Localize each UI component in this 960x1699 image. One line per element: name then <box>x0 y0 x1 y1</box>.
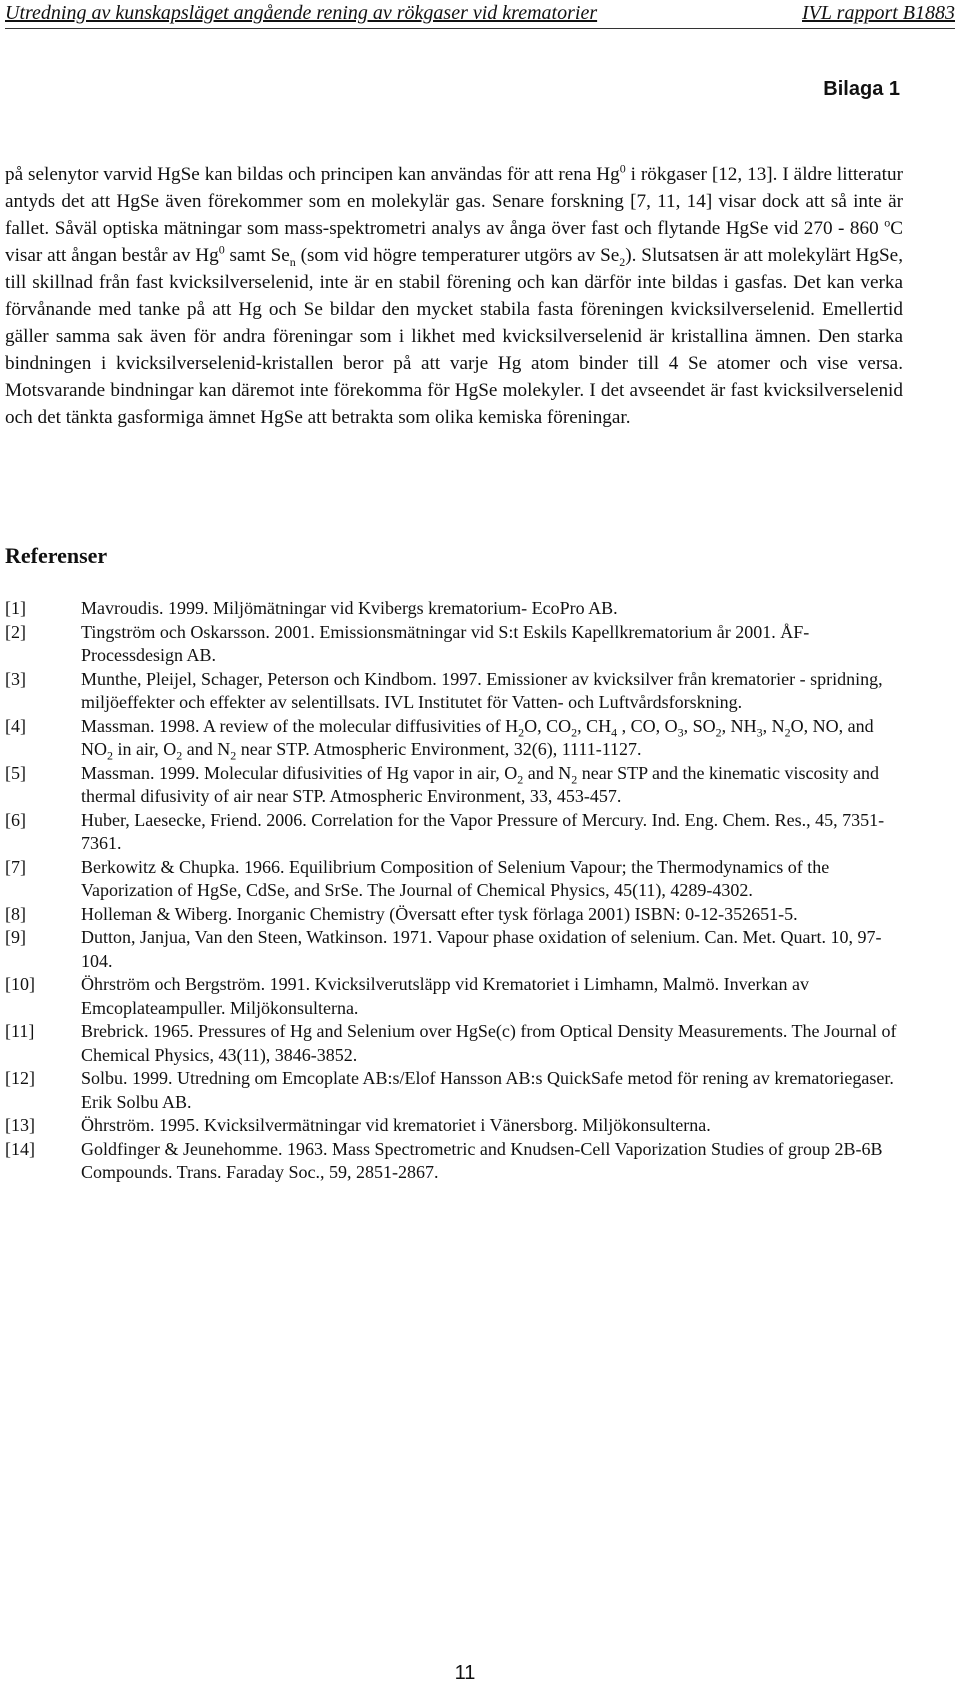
appendix-label: Bilaga 1 <box>823 78 900 100</box>
body-text-part: (som vid högre temperaturer utgörs av Se <box>295 245 620 266</box>
body-subscript: n <box>289 254 296 269</box>
reference-text-part: Massman. 1999. Molecular difusivities of Hg vapor in air, O <box>81 762 518 783</box>
reference-text: Munthe, Pleijel, Schager, Peterson och Kindbom. 1997. Emissioner av kvicksilver från krematorier - spridning, miljöeffekter och effekter av selentillsats. IVL Institutet för Vatten- och Luftvårdsforskning. <box>81 668 883 712</box>
reference-list <box>5 597 905 1185</box>
reference-item <box>5 1138 905 1185</box>
reference-number: [7] <box>5 856 26 877</box>
reference-number: [5] <box>5 762 26 783</box>
body-text-part: C visar att ångan består av Hg <box>5 218 903 266</box>
reference-text-part: in air, O <box>113 739 177 759</box>
reference-item <box>5 715 905 762</box>
reference-subscript: 2 <box>784 725 791 740</box>
reference-subscript: 2 <box>715 725 722 740</box>
page-number: 11 <box>454 1662 476 1684</box>
reference-text: Öhrström. 1995. Kvicksilvermätningar vid krematoriet i Vänersborg. Miljökonsulterna. <box>81 1115 711 1135</box>
reference-item <box>5 1067 905 1114</box>
body-paragraph <box>5 161 903 431</box>
reference-number: [12] <box>5 1068 35 1088</box>
reference-number: [6] <box>5 809 26 830</box>
reference-text-part: Massman. 1998. A review of the molecular diffusivities of H <box>81 715 519 736</box>
reference-text <box>81 762 905 809</box>
running-header-report-id: IVL rapport B1883 <box>802 2 955 24</box>
reference-text: Brebrick. 1965. Pressures of Hg and Selenium over HgSe(c) from Optical Density Measurements. The Journal of Chemical Physics, 43(11), 3846-3852. <box>81 1021 897 1065</box>
reference-number: [14] <box>5 1138 35 1159</box>
reference-item <box>5 903 905 927</box>
reference-item <box>5 668 905 715</box>
reference-number: [11] <box>5 1021 35 1041</box>
reference-text-part: , N <box>762 715 785 736</box>
reference-subscript: 2 <box>230 748 237 763</box>
reference-text: Goldfinger & Jeunehomme. 1963. Mass Spectrometric and Knudsen-Cell Vaporization Studies of group 2B-6B Compounds. Trans. Faraday Soc., 59, 2851-2867. <box>81 1138 883 1182</box>
reference-text: Tingström och Oskarsson. 2001. Emissionsmätningar vid S:t Eskils Kapellkrematorium år 2001. ÅF-Processdesign AB. <box>81 621 810 665</box>
reference-text: Öhrström och Bergström. 1991. Kvicksilverutsläpp vid Krematoriet i Limhamn, Malmö. Inverkan av Emcoplateampuller. Miljökonsulterna. <box>81 974 810 1018</box>
running-header-title: Utredning av kunskapsläget angående rening av rökgaser vid krematorier <box>5 2 598 24</box>
header-divider <box>5 28 955 29</box>
reference-text: Huber, Laesecke, Friend. 2006. Correlation for the Vapor Pressure of Mercury. Ind. Eng. Chem. Res., 45, 7351-7361. <box>81 809 885 853</box>
reference-subscript: 4 <box>611 725 618 740</box>
reference-text-part: O, CO <box>524 715 572 736</box>
reference-item <box>5 809 905 856</box>
reference-text-part: , NH <box>721 715 757 736</box>
reference-number: [2] <box>5 621 26 642</box>
reference-item <box>5 1020 905 1067</box>
body-superscript: o <box>884 215 891 230</box>
reference-text-part: , SO <box>683 715 716 736</box>
reference-text: Mavroudis. 1999. Miljömätningar vid Kvibergs krematorium- EcoPro AB. <box>81 598 618 618</box>
body-text-part: på selenytor varvid HgSe kan bildas och principen kan användas för att rena Hg <box>5 164 620 185</box>
reference-item <box>5 1114 905 1138</box>
reference-subscript: 2 <box>176 748 183 763</box>
reference-item <box>5 597 905 621</box>
reference-subscript: 3 <box>756 725 763 740</box>
reference-subscript: 2 <box>518 725 525 740</box>
reference-text: Holleman & Wiberg. Inorganic Chemistry (Översatt efter tysk förlaga 2001) ISBN: 0-12-352651-5. <box>81 903 798 924</box>
reference-text <box>81 715 905 762</box>
reference-subscript: 2 <box>517 772 524 787</box>
reference-text: Solbu. 1999. Utredning om Emcoplate AB:s/Elof Hansson AB:s QuickSafe metod för rening av krematoriegaser. Erik Solbu AB. <box>81 1068 894 1112</box>
reference-subscript: 2 <box>107 748 113 763</box>
reference-number: [1] <box>5 598 26 618</box>
reference-text-part: and N <box>182 739 231 759</box>
reference-item <box>5 621 905 668</box>
body-subscript: 2 <box>619 254 626 269</box>
body-text-part: i rökgaser [12, 13]. I äldre litteratur antyds det att HgSe även förekommer som en molekylär gas. Senare forskning [7, 11, 14] visar dock att så inte är fallet. Såväl optiska mätningar som mass-spektrometri analys av ånga över fast och flytande HgSe vid 270 - 860 <box>5 164 903 239</box>
references-heading: Referenser <box>5 543 108 568</box>
reference-item <box>5 856 905 903</box>
reference-text: Dutton, Janjua, Van den Steen, Watkinson. 1971. Vapour phase oxidation of selenium. Can. Met. Quart. 10, 97-104. <box>81 927 882 971</box>
reference-number: [10] <box>5 974 35 994</box>
reference-subscript: 2 <box>571 725 578 740</box>
reference-number: [8] <box>5 903 26 924</box>
reference-text-part: , CH <box>577 715 612 736</box>
reference-text-part: near STP. Atmospheric Environment, 32(6), 1111-1127. <box>236 739 642 759</box>
reference-text-part: near STP and the kinematic viscosity and thermal difusivity of air near STP. Atmospheric Environment, 33, 453-457. <box>81 762 879 806</box>
body-superscript: 0 <box>619 161 626 176</box>
reference-text-part: and N <box>523 762 572 783</box>
reference-number: [4] <box>5 715 26 736</box>
reference-number: [9] <box>5 927 26 947</box>
reference-number: [3] <box>5 668 26 689</box>
reference-text-part: , CO, O <box>617 715 678 736</box>
reference-item <box>5 762 905 809</box>
body-text-part: samt Se <box>224 245 290 266</box>
reference-item <box>5 973 905 1020</box>
reference-subscript: 2 <box>571 772 578 787</box>
reference-text-part: O, NO, and NO <box>81 715 874 759</box>
reference-text: Berkowitz & Chupka. 1966. Equilibrium Composition of Selenium Vapour; the Thermodynamics of the Vaporization of HgSe, CdSe, and SrSe. The Journal of Chemical Physics, 45(11), 4289-4302. <box>81 856 830 900</box>
reference-item <box>5 926 905 973</box>
reference-subscript: 3 <box>677 725 684 740</box>
body-superscript: 0 <box>218 242 225 257</box>
reference-number: [13] <box>5 1115 35 1135</box>
body-text-part: ). Slutsatsen är att molekylärt HgSe, till skillnad från fast kvicksilverselenid, inte är en stabil förening och kan därför inte bildas i gasfas. Det kan verka förvånande med tanke på att Hg och Se bildar den mycket stabila fasta föreningen kvicksilverselenid. Emellertid gäller samma sak även för andra föreningar som i likhet med kvicksilverselenid är kristallina ämnen. Den starka bindningen i kvicksilverselenid-kristallen beror på att varje Hg atom binder till 4 Se atomer och vise versa. Motsvarande bindningar kan däremot inte förekomma för HgSe molekyler. I det avseendet är fast kvicksilverselenid och det tänkta gasformiga ämnet HgSe att betrakta som olika kemiska föreningar. <box>5 245 903 428</box>
